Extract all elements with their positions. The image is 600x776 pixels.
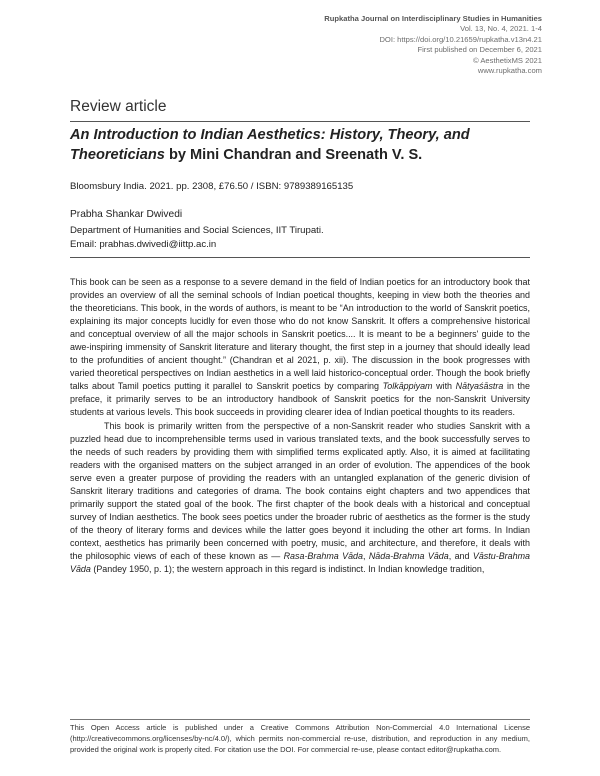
paragraph-1 xyxy=(70,276,530,420)
paragraph-1-text-b: with xyxy=(432,381,456,392)
publication-date: First published on December 6, 2021 xyxy=(417,45,542,55)
paragraph-1-italic-1: Tolkāppiyam xyxy=(382,381,433,392)
journal-header xyxy=(242,14,542,76)
divider-top xyxy=(70,121,530,122)
paragraph-1-italic-2: Nātyaśāstra xyxy=(455,381,504,392)
author-name: Prabha Shankar Dwivedi xyxy=(70,209,183,220)
paragraph-2 xyxy=(70,420,530,577)
paragraph-2-italic-2: Nāda-Brahma Vāda xyxy=(368,550,449,561)
paragraph-2-italic-3: Vāstu-Brahma Vāda xyxy=(70,550,530,575)
article-title xyxy=(70,125,540,165)
section-label: Review article xyxy=(70,98,167,115)
author-block xyxy=(70,208,324,251)
journal-name: Rupkatha Journal on Interdisciplinary Studies in Humanities xyxy=(324,14,542,23)
article-body xyxy=(70,276,530,576)
website-link[interactable]: www.rupkatha.com xyxy=(477,66,542,76)
book-title: An Introduction to Indian Aesthetics: History, Theory, and Theoreticians xyxy=(70,127,470,163)
paragraph-2-italic-1: Rasa-Brahma Vāda xyxy=(283,550,363,561)
publication-info: Bloomsbury India. 2021. pp. 2308, £76.50 / ISBN: 9789389165135 xyxy=(70,181,354,192)
footnote-divider xyxy=(70,719,530,720)
doi-link[interactable]: DOI: https://doi.org/10.21659/rupkatha.v13n4.21 xyxy=(379,34,542,44)
volume-info: Vol. 13, No. 4, 2021. 1-4 xyxy=(460,24,542,34)
paragraph-2-text-d: (Pandey 1950, p. 1); the western approach in this regard is indistinct. In Indian knowledge tradition, xyxy=(90,564,485,575)
license-footnote: This Open Access article is published under a Creative Commons Attribution Non-Commercial 4.0 International License (http://creativecommons.org/licenses/by-nc/4.0/), which permits non-commercial re-use, distribution, and reproduction in any medium, provided the original work is properly cited. For citation use the DOI. For commercial re-use, please contact editor@rupkatha.com. xyxy=(70,723,530,754)
paragraph-2-text-b: , xyxy=(362,550,369,561)
paragraph-2-text-c: , and xyxy=(448,550,473,561)
divider-mid xyxy=(70,257,530,258)
title-byline: by Mini Chandran and Sreenath V. S. xyxy=(164,147,423,163)
copyright-notice: © AesthetixMS 2021 xyxy=(473,55,542,65)
paragraph-1-text-c: in the preface, it primarily serves to be an introductory handbook of Sanskrit poetics for the non-Sanskrit University students at various levels. This book succeeds in providing clearer idea of Indian poetical thoughts to its readers. xyxy=(70,381,530,418)
author-affiliation: Department of Humanities and Social Sciences, IIT Tirupati. xyxy=(70,225,324,237)
author-email[interactable]: Email: prabhas.dwivedi@iittp.ac.in xyxy=(70,238,217,250)
paragraph-2-text-a: This book is primarily written from the perspective of a non-Sanskrit reader who studies Sanskrit with a puzzled head due to incomprehensible terms used in various translated texts, and the book successfully serves to the needs of such readers by providing them with simplified terms explicated aptly. Also, it is aimed at facilitating readers with the organised matters on the subject arranged in an order of evolution. The appendices of the book serve even a greater purpose of providing the readers with an untangled explanation of the generic division of Sanskrit literary traditions and categories of drama. The book contains eight chapters and two appendices that primarily support the stated goal of the book. The first chapter of the book deals with a historical and conceptual survey of Indian aesthetics. The book sees poetics under the broader rubric of aesthetics as the former is the study of the theory of literary forms and devices while the latter goes beyond it including the other art forms. In Indian context, aesthetics has primarily been concerned with poetry, music, and architecture, and therefore, it deals with the philosophic views of each of these known as — xyxy=(70,420,530,561)
paragraph-1-text-a: This book can be seen as a response to a severe demand in the field of Indian poetics for an introductory book that provides an overview of all the seminal schools of Indian poetical thoughts, keeping in view both the theories and the theoreticians. This book, in the words of authors, is meant to be “An introduction to the world of Sanskrit poetics, explaining its major concepts lucidly for even those who do not know Sanskrit. It offers a comprehensive historical and conceptual overview of all the major schools in Sanskrit poetics.... It is meant to be a beginners' guide to the awe-inspiring immensity of Sanskrit literature and literary thought, the first step in a journey that should ideally lead to the profundities of ancient thought.” (Chandran et al 2021, p. xii). The discussion in the book progresses with varied theoretical perspectives on Indian aesthetics in a well laid historico-conceptual order. Though the book briefly talks about Tamil poetics putting it parallel to Sanskrit poetics by comparing xyxy=(70,277,530,392)
